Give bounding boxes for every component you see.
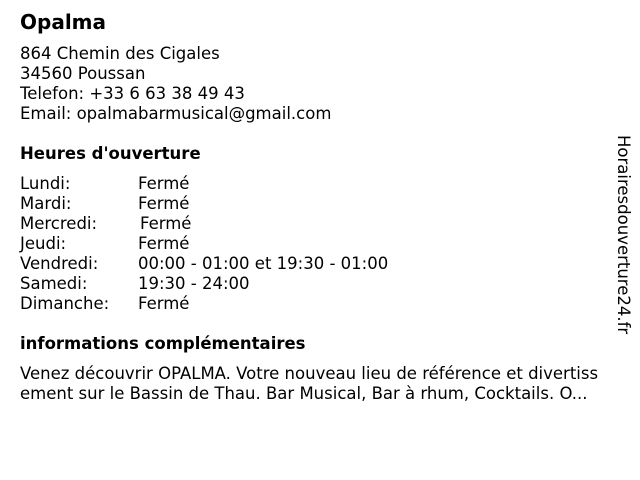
description-line-1: Venez découvrir OPALMA. Votre nouveau lieu de référence et divertiss [20,364,599,383]
hours-day-label: Dimanche: [20,294,110,313]
info-heading: informations complémentaires [20,334,306,353]
hours-time-value: Fermé [138,174,190,193]
business-name: Opalma [20,10,107,34]
address-street: 864 Chemin des Cigales [20,44,220,63]
hours-day-label: Mercredi: [20,214,98,233]
hours-time-value: Fermé [138,234,190,253]
hours-day-label: Jeudi: [20,234,67,253]
hours-time-value: 00:00 - 01:00 et 19:30 - 01:00 [138,254,389,273]
site-watermark: Horairesdouverture24.fr [614,135,633,335]
hours-heading: Heures d'ouverture [20,144,201,163]
address-city: 34560 Poussan [20,64,146,83]
contact-block [20,44,331,124]
hours-time-value: 19:30 - 24:00 [138,274,250,293]
hours-day-label: Vendredi: [20,254,99,273]
business-description [20,364,632,404]
phone-line: Telefon: +33 6 63 38 49 43 [20,84,245,103]
hours-time-value: Fermé [140,214,192,233]
hours-time-value: Fermé [138,194,190,213]
email-line: Email: opalmabarmusical@gmail.com [20,104,332,123]
hours-day-label: Samedi: [20,274,88,293]
hours-day-label: Lundi: [20,174,71,193]
hours-time-value: Fermé [138,294,190,313]
description-line-2: ement sur le Bassin de Thau. Bar Musical, Bar à rhum, Cocktails. O... [20,384,588,403]
hours-day-label: Mardi: [20,194,72,213]
